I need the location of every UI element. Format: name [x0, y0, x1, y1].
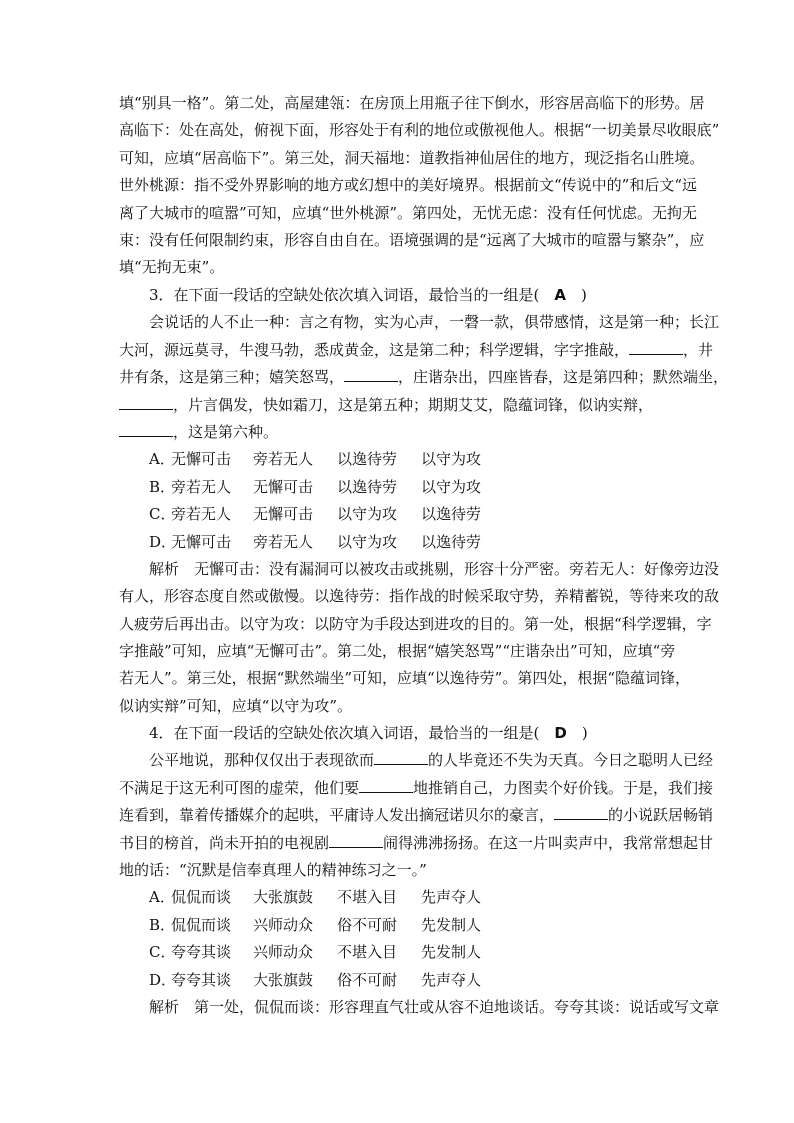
passage-text: 公平地说，那种仅仅出于表现欲而: [149, 751, 375, 770]
passage-line: [119, 775, 714, 802]
passage-text: 不满足于这无利可图的虚荣，他们要: [119, 778, 360, 797]
explanation-line: 字推敲”可知，应填“无懈可击”。第二处，根据“嬉笑怒骂”“庄谐杂出”可知，应填“旁: [119, 642, 676, 661]
option-word: 旁若无人: [253, 532, 314, 551]
option-word: 无懈可击: [171, 450, 232, 469]
blank: [359, 778, 413, 793]
option-c: [119, 501, 677, 528]
option-word: 不堪入目: [337, 888, 398, 907]
passage-line: [119, 857, 677, 884]
option-word: 兴师动众: [253, 943, 314, 962]
option-word: 以逸待劳: [337, 477, 398, 496]
text-line: 世外桃源：指不受外界影响的地方或幻想中的美好境界。根据前文“传说中的”和后文“远: [119, 176, 698, 195]
option-label: D．: [149, 532, 177, 551]
option-word: 以守为攻: [337, 505, 398, 524]
explanation-line: 似讷实辩”可知，应填“以守为攻”。: [119, 696, 353, 715]
passage-text: 书目的榜首，尚未开拍的电视剧: [119, 833, 330, 852]
passage-line: [119, 419, 677, 446]
answer-letter: A: [554, 286, 567, 304]
option-word: 不堪入目: [337, 943, 398, 962]
blank: [374, 750, 428, 765]
option-word: 先声夺人: [421, 888, 482, 907]
blank: [119, 395, 173, 410]
option-word: 俗不可耐: [337, 915, 398, 934]
passage-text: 大河，源远莫寻，牛溲马勃，悉成黄金，这是第二种；科学逻辑，字字推敲，: [119, 340, 630, 359]
text-line: 束：没有任何限制约束，形容自由自在。语境强调的是“远离了大城市的喧嚣与繁杂”，应: [119, 230, 705, 249]
option-word: 兴师动众: [253, 915, 314, 934]
option-label: A．: [149, 450, 175, 469]
option-a: [119, 884, 677, 911]
option-word: 夸夸其谈: [171, 970, 232, 989]
option-word: 侃侃而谈: [171, 915, 232, 934]
option-word: 先发制人: [421, 943, 482, 962]
option-word: 俗不可耐: [337, 970, 398, 989]
stem-close: ): [581, 724, 588, 742]
option-label: B．: [149, 477, 176, 496]
passage-line: [119, 337, 714, 364]
option-word: 以守为攻: [421, 450, 482, 469]
option-d: [119, 529, 677, 556]
explanation-line: 人疲劳后再出击。以守为攻：以防守为手段达到进攻的目的。第一处，根据“科学逻辑，字: [119, 614, 712, 633]
passage-text: 闹得沸沸扬扬。在这一片叫卖声中，我常常想起甘: [383, 833, 714, 852]
passage-text: 会说话的人不止一种：言之有物，实为心声，一磬一款，俱带感情，这是第一种；长江: [149, 313, 720, 332]
question-3: [119, 282, 729, 720]
stem-text: 4．在下面一段话的空缺处依次填入词语，最恰当的一组是(: [149, 724, 540, 742]
passage-text: ，这是第六种。: [173, 422, 279, 441]
passage-text: 的人毕竟还不失为天真。今日之聪明人已经: [428, 751, 714, 770]
option-word: 以逸待劳: [421, 532, 482, 551]
text-line: 可知，应填“居高临下”。第三处，洞天福地：道教指神仙居住的地方，现泛指名山胜境。: [119, 148, 705, 167]
passage-text: ，井: [683, 340, 714, 359]
option-word: 侃侃而谈: [171, 888, 232, 907]
stem-text: 3．在下面一段话的空缺处依次填入词语，最恰当的一组是(: [149, 286, 540, 304]
option-word: 旁若无人: [253, 450, 314, 469]
option-word: 大张旗鼓: [253, 970, 314, 989]
explanation-line: 解析 无懈可击：没有漏洞可以被攻击或挑剔，形容十分严密。旁若无人：好像旁边没: [149, 559, 720, 578]
option-label: C．: [149, 943, 176, 962]
stem-close: ): [581, 286, 587, 304]
text-line: 高临下：处在高处，俯视下面，形容处于有利的地位或傲视他人。根据“一切美景尽收眼底”: [119, 121, 720, 140]
option-word: 先声夺人: [421, 970, 482, 989]
option-label: A．: [149, 888, 175, 907]
option-word: 以守为攻: [337, 532, 398, 551]
passage-line: [119, 392, 677, 419]
passage-text: 连看到，靠着传播媒介的起哄，平庸诗人发出摘冠诺贝尔的豪言，: [119, 806, 555, 825]
passage-line: [119, 747, 714, 774]
text-line: 填“别具一格”。第二处，高屋建瓴：在房顶上用瓶子往下倒水，形容居高临下的形势。居: [119, 94, 705, 112]
blank: [554, 805, 608, 820]
text-line: 离了大城市的喧嚣”可知，应填“世外桃源”。第四处，无忧无虑：没有任何忧虑。无拘无: [119, 203, 698, 222]
explanation-line: 解析 第一处，侃侃而谈：形容理直气壮或从容不迫地谈话。夸夸其谈：说话或写文章: [149, 997, 720, 1016]
option-word: 以逸待劳: [337, 450, 398, 469]
option-b: [119, 912, 677, 939]
passage-line: [119, 830, 714, 857]
option-label: C．: [149, 505, 176, 524]
passage-text: 地的话：“沉默是信奉真理人的精神练习之一。”: [119, 860, 427, 879]
option-word: 夸夸其谈: [171, 943, 232, 962]
option-word: 无懈可击: [171, 532, 232, 551]
option-b: [119, 474, 677, 501]
passage-text: 井有条，这是第三种；嬉笑怒骂，: [119, 368, 345, 387]
option-c: [119, 939, 677, 966]
question-stem: [119, 282, 677, 309]
passage-line: [119, 364, 729, 391]
option-word: 无懈可击: [253, 477, 314, 496]
option-word: 以守为攻: [421, 477, 482, 496]
blank: [629, 340, 683, 355]
explanation-line: 若无人”。第三处，根据“默然端坐”可知，应填“以逸待劳”。第四处，根据“隐蕴词锋，: [119, 669, 691, 688]
option-word: 旁若无人: [171, 477, 232, 496]
option-word: 无懈可击: [253, 505, 314, 524]
blank: [119, 422, 173, 437]
option-label: D．: [149, 970, 177, 989]
passage-line: [119, 309, 720, 336]
passage-text: ，庄谐杂出，四座皆春，这是第四种；默然端坐，: [398, 368, 729, 387]
question-stem: [119, 720, 677, 747]
explanation-line: 有人，形容态度自然或傲慢。以逸待劳：指作战的时候采取守势，养精蓄锐，等待来攻的敌: [119, 587, 720, 606]
answer-letter: D: [554, 724, 567, 742]
option-word: 旁若无人: [171, 505, 232, 524]
question-4: [119, 720, 720, 1021]
option-label: B．: [149, 915, 176, 934]
option-word: 以逸待劳: [421, 505, 482, 524]
prev-explanation: [119, 90, 720, 282]
blank: [329, 833, 383, 848]
passage-text: 的小说跃居畅销: [608, 806, 714, 825]
passage-text: 地推销自己，力图卖个好价钱。于是，我们接: [413, 778, 714, 797]
blank: [344, 367, 398, 382]
passage-line: [119, 802, 714, 829]
option-word: 大张旗鼓: [253, 888, 314, 907]
option-a: [119, 446, 677, 473]
passage-text: ，片言偶发，快如霜刀，这是第五种；期期艾艾，隐蕴词锋，似讷实辩，: [173, 395, 654, 414]
option-d: [119, 967, 677, 994]
text-line: 填“无拘无束”。: [119, 258, 225, 277]
option-word: 先发制人: [421, 915, 482, 934]
